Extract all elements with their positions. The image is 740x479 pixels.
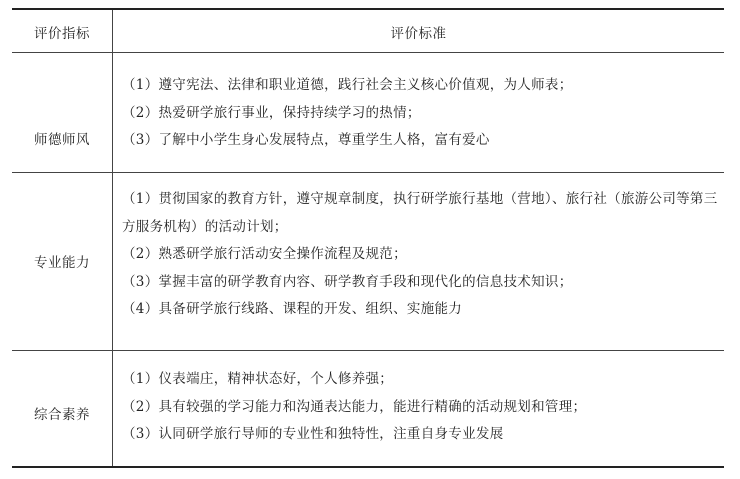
row-items-literacy — [122, 366, 718, 449]
criterion-item: （2）具有较强的学习能力和沟通表达能力，能进行精确的活动规划和管理； — [122, 398, 587, 415]
criterion-item: （4）具备研学旅行线路、课程的开发、组织、实施能力 — [122, 301, 463, 317]
criterion-item: （3）认同研学旅行导师的专业性和独特性，注重自身专业发展 — [122, 426, 504, 442]
criterion-item: （1）仪表端庄，精神状态好，个人修养强； — [122, 371, 394, 387]
row-indicator-literacy: 综合素养 — [34, 407, 90, 423]
criterion-item: （1）遵守宪法、法律和职业道德，践行社会主义核心价值观，为人师表； — [122, 77, 573, 93]
criterion-item: （3）掌握丰富的研学教育内容、研学教育手段和现代化的信息技术知识； — [122, 273, 573, 290]
header-standard: 评价标准 — [390, 26, 447, 42]
row-indicator-ethics: 师德师风 — [34, 132, 90, 148]
header-rule — [12, 52, 724, 53]
criterion-item: （2）熟悉研学旅行活动安全操作流程及规范； — [122, 246, 407, 262]
row-items-ethics — [122, 72, 718, 155]
table-top-rule — [12, 8, 724, 10]
row-rule — [12, 350, 724, 351]
header-indicator: 评价指标 — [34, 26, 90, 42]
table-bottom-rule — [12, 466, 724, 468]
criterion-item: （3）了解中小学生身心发展特点，尊重学生人格，富有爱心 — [122, 132, 490, 148]
row-rule — [12, 172, 724, 173]
criterion-item: （1）贯彻国家的教育方针，遵守规章制度，执行研学旅行基地（营地）、旅行社（旅游公司等第三方服务机构）的活动计划； — [122, 191, 718, 235]
row-items-competence — [122, 186, 718, 324]
row-indicator-competence: 专业能力 — [34, 255, 90, 271]
column-divider — [112, 10, 113, 466]
criterion-item: （2）热爱研学旅行事业，保持持续学习的热情； — [122, 104, 421, 121]
